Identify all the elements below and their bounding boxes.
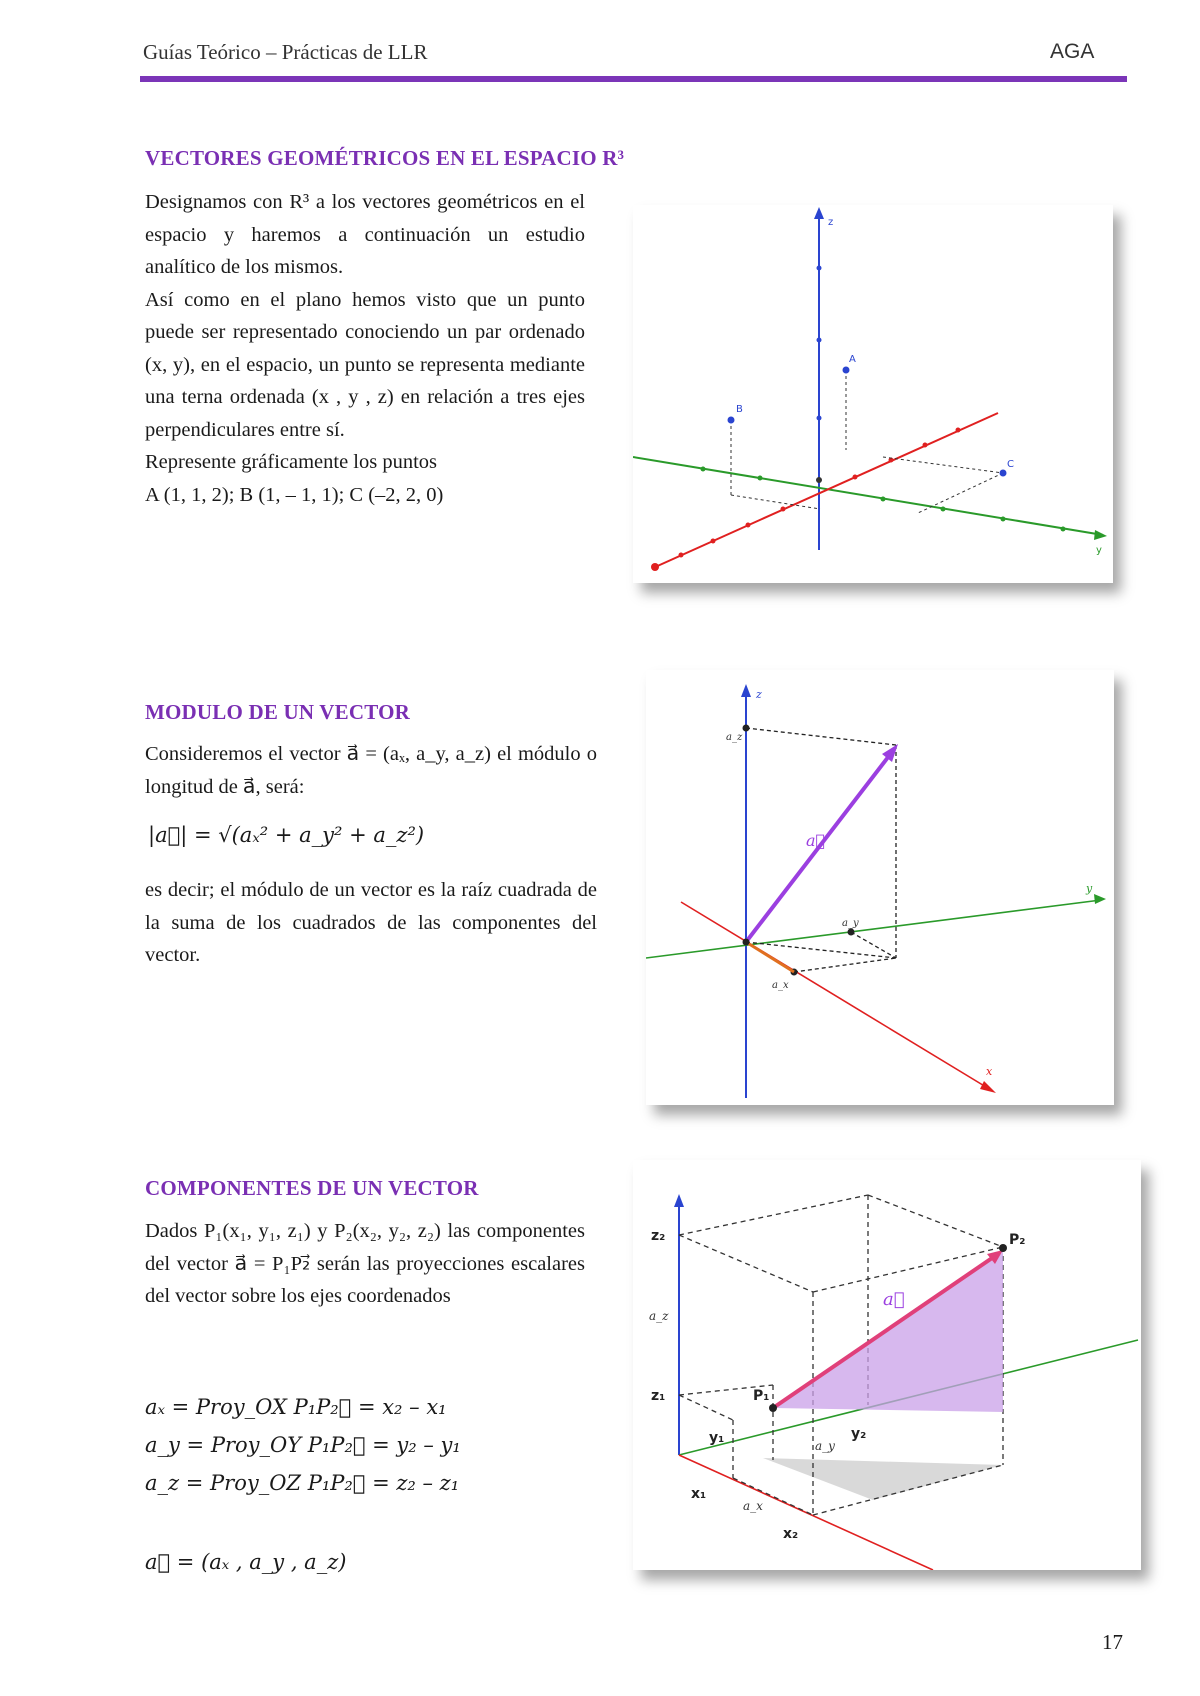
z-axis-arrow xyxy=(814,207,824,219)
point-b-label: B xyxy=(736,404,743,415)
y-tick xyxy=(1061,527,1066,532)
z-axis-arrow xyxy=(741,684,751,697)
z-tick xyxy=(817,416,822,421)
section1-paragraph-1: Designamos con R³ a los vectores geométricos en el espacio y haremos a continuación un estudio analítico de los mismos. xyxy=(145,191,585,278)
projection-lines xyxy=(731,370,1003,513)
header-course: AGA xyxy=(1050,40,1095,63)
y-tick xyxy=(1001,517,1006,522)
header-divider xyxy=(140,76,1127,82)
y-tick xyxy=(701,467,706,472)
section3-intro: Dados P₁(x₁, y₁, z₁) y P₂(x₂, y₂, z₂) las componentes del vector a⃗ = P₁P₂⃗ serán las proyecciones escalares del vector sobre los ejes coordenados xyxy=(145,1220,585,1307)
x2-label: x₂ xyxy=(783,1526,799,1542)
point-a xyxy=(843,367,850,374)
point-p1 xyxy=(769,1404,777,1412)
y-axis-arrow xyxy=(1094,530,1107,540)
ax-segment xyxy=(746,942,794,972)
z2-label: z₂ xyxy=(651,1228,666,1244)
section1-paragraph-3: Represente gráficamente los puntos xyxy=(145,451,438,473)
y-axis-label: y xyxy=(1096,545,1102,556)
figure-vector-module-svg xyxy=(646,670,1114,1105)
x-tick xyxy=(956,428,961,433)
y2-label: y₂ xyxy=(851,1426,867,1442)
x-tick xyxy=(711,539,716,544)
point-p2 xyxy=(999,1244,1007,1252)
equation-ax: aₓ = Proy_OX P₁P₂⃗ = x₂ – x₁ xyxy=(145,1395,447,1419)
y-tick xyxy=(941,507,946,512)
section-title-vectores-geometricos: VECTORES GEOMÉTRICOS EN EL ESPACIO R³ xyxy=(145,146,625,170)
equation-vector: a⃗ = (aₓ , a_y , a_z) xyxy=(145,1550,347,1574)
y-tick xyxy=(881,497,886,502)
section1-paragraph-2: Así como en el plano hemos visto que un punto puede ser representado conociendo un par ordenado (x, y), en el espacio, un punto se representa mediante una terna ordenada (x , y , z) en relación a tres ejes perpendiculares entre sí. xyxy=(145,288,585,441)
figure-3d-points xyxy=(633,205,1113,583)
vector-a-label: a⃗ xyxy=(806,831,826,850)
x1-label: x₁ xyxy=(691,1486,707,1502)
z-axis-label: z xyxy=(756,688,762,701)
ay-label: a_y xyxy=(815,1439,835,1453)
section-title-modulo: MODULO DE UN VECTOR xyxy=(145,700,410,724)
y-tick xyxy=(758,476,763,481)
x-axis xyxy=(681,902,991,1090)
y-axis-label: y xyxy=(1086,882,1093,895)
point-c xyxy=(1000,470,1007,477)
x-tick xyxy=(781,507,786,512)
base-shadow xyxy=(763,1458,1003,1500)
az-point xyxy=(743,725,750,732)
header-title: Guías Teórico – Prácticas de LLR xyxy=(143,40,428,64)
section-title-componentes: COMPONENTES DE UN VECTOR xyxy=(145,1176,479,1200)
x-tick xyxy=(923,443,928,448)
y-axis xyxy=(646,900,1101,958)
z-tick xyxy=(817,338,822,343)
y1-label: y₁ xyxy=(709,1430,725,1446)
origin xyxy=(816,477,822,483)
x-tick xyxy=(679,553,684,558)
vector-a-label: a⃗ xyxy=(883,1289,905,1310)
equation-az: a_z = Proy_OZ P₁P₂⃗ = z₂ – z₁ xyxy=(145,1471,460,1495)
point-c-label: C xyxy=(1007,459,1014,470)
ay-label: a_y xyxy=(842,918,859,929)
x-axis-label: x xyxy=(986,1065,993,1078)
section2-explanation: es decir; el módulo de un vector es la raíz cuadrada de la suma de los cuadrados de las componentes del vector. xyxy=(145,879,597,966)
figure-vector-module xyxy=(646,670,1114,1105)
point-b xyxy=(728,417,735,424)
ax-label: a_x xyxy=(772,980,789,991)
x-axis-arrow xyxy=(980,1081,996,1093)
figure-vector-components xyxy=(633,1160,1141,1570)
ax-label: a_x xyxy=(743,1499,763,1513)
equation-ay: a_y = Proy_OY P₁P₂⃗ = y₂ – y₁ xyxy=(145,1433,461,1457)
figure-3d-points-svg xyxy=(633,205,1113,583)
x-axis xyxy=(653,413,998,568)
z-axis-label: z xyxy=(828,217,834,228)
z-axis-arrow xyxy=(674,1194,684,1207)
section2-intro: Consideremos el vector a⃗ = (aₓ, a_y, a_z) el módulo o longitud de a⃗, será: xyxy=(145,743,597,798)
origin xyxy=(743,939,750,946)
section1-text xyxy=(145,186,585,511)
point-a-label: A xyxy=(849,354,856,365)
z-tick xyxy=(817,266,822,271)
x-tick xyxy=(853,475,858,480)
az-label: a_z xyxy=(726,732,743,743)
p1-label: P₁ xyxy=(753,1388,770,1404)
module-formula: |a⃗| = √(aₓ² + a_y² + a_z²) xyxy=(148,823,425,847)
z1-label: z₁ xyxy=(651,1388,666,1404)
figure-vector-components-svg xyxy=(633,1160,1141,1570)
y-axis-arrow xyxy=(1094,894,1106,904)
section1-points: A (1, 1, 2); B (1, – 1, 1); C (–2, 2, 0) xyxy=(145,483,444,506)
az-label: a_z xyxy=(649,1309,669,1323)
p2-label: P₂ xyxy=(1009,1232,1026,1248)
page-number: 17 xyxy=(1102,1630,1123,1654)
ay-point xyxy=(848,929,855,936)
x-tick xyxy=(746,523,751,528)
x-axis-arrow xyxy=(651,563,659,571)
